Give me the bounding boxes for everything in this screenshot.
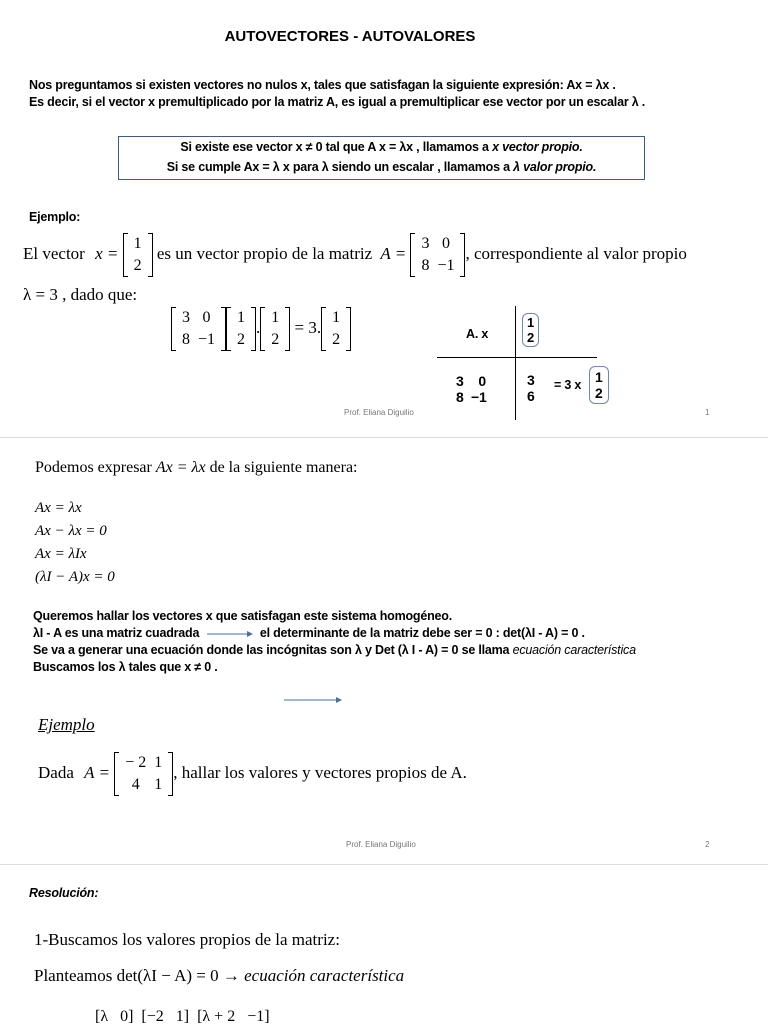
- paragraph-4: Buscamos los λ tales que x ≠ 0 .: [33, 660, 218, 674]
- intro-line-1: Nos preguntamos si existen vectores no nulos x, tales que satisfagan la siguiente expresión: Ax = λx .: [29, 78, 616, 92]
- table-horizontal-line: [437, 357, 597, 358]
- table-times: = 3 x: [554, 378, 582, 392]
- express-line: Podemos expresar Ax = λx de la siguiente manera:: [35, 459, 358, 476]
- planteamos-line: Planteamos det(λI − A) = 0 → ecuación característica: [34, 966, 405, 985]
- page-divider-2: [0, 864, 768, 865]
- page-divider-1: [0, 437, 768, 438]
- vector-x: 1 2: [123, 233, 153, 277]
- table-vector-result: 1 2: [589, 366, 609, 404]
- resolucion-heading: Resolución:: [29, 886, 99, 900]
- example-sentence: El vector x = 1 2 es un vector propio de la matriz A = 3 0 8 −1 , correspondiente al valor propio: [23, 233, 687, 277]
- step-1: 1-Buscamos los valores propios de la matriz:: [34, 930, 340, 949]
- table-matrix: 3 0 8 −1: [456, 373, 487, 405]
- footer-page-2: 2: [705, 840, 710, 849]
- verification-equation: 3 0 8 −1 1 2 . 1 2 = 3. 1 2: [171, 307, 351, 351]
- intro-line-2: Es decir, si el vector x premultiplicado por la matriz A, es igual a premultiplicar ese vector por un escalar λ .: [29, 95, 646, 109]
- footer-author-2: Prof. Eliana Diguilio: [346, 840, 416, 849]
- lambda-line: λ = 3 , dado que:: [23, 285, 138, 304]
- paragraph-2: λI - A es una matriz cuadrada el determinante de la matriz debe ser = 0 : det(λI - A) = 0 .: [33, 626, 585, 640]
- equation-list: Ax = λx Ax − λx = 0 Ax = λIx (λI − A)x = 0: [35, 500, 115, 585]
- table-vector-top: 1 2: [522, 313, 539, 347]
- matrix-a-example: − 2 1 4 1: [114, 752, 173, 796]
- definition-line-1: Si existe ese vector x ≠ 0 tal que A x = λx , llamamos a x vector propio.: [180, 140, 583, 154]
- ejemplo-heading: Ejemplo: [38, 715, 95, 734]
- table-vertical-line: [515, 306, 516, 420]
- paragraph-1: Queremos hallar los vectores x que satisfagan este sistema homogéneo.: [33, 609, 453, 623]
- table-header: A. x: [466, 327, 489, 341]
- partial-equation: [λ 0] [−2 1] [λ + 2 −1]: [95, 1008, 270, 1025]
- arrow-icon: [207, 630, 253, 638]
- page-title: AUTOVECTORES - AUTOVALORES: [224, 28, 476, 45]
- arrow-icon: [284, 696, 342, 704]
- dada-sentence: Dada A = − 2 1 4 1 , hallar los valores y vectores propios de A.: [38, 752, 467, 796]
- footer-page-1: 1: [705, 408, 710, 417]
- table-result: 3 6: [527, 372, 535, 404]
- matrix-a: 3 0 8 −1: [410, 233, 465, 277]
- paragraph-3: Se va a generar una ecuación donde las incógnitas son λ y Det (λ I - A) = 0 se llama ecuación característica: [33, 643, 636, 657]
- definition-box: [118, 136, 645, 180]
- example-label: Ejemplo:: [29, 210, 81, 224]
- footer-author-1: Prof. Eliana Diguilio: [344, 408, 414, 417]
- definition-line-2: Si se cumple Ax = λ x para λ siendo un escalar , llamamos a λ valor propio.: [166, 160, 597, 174]
